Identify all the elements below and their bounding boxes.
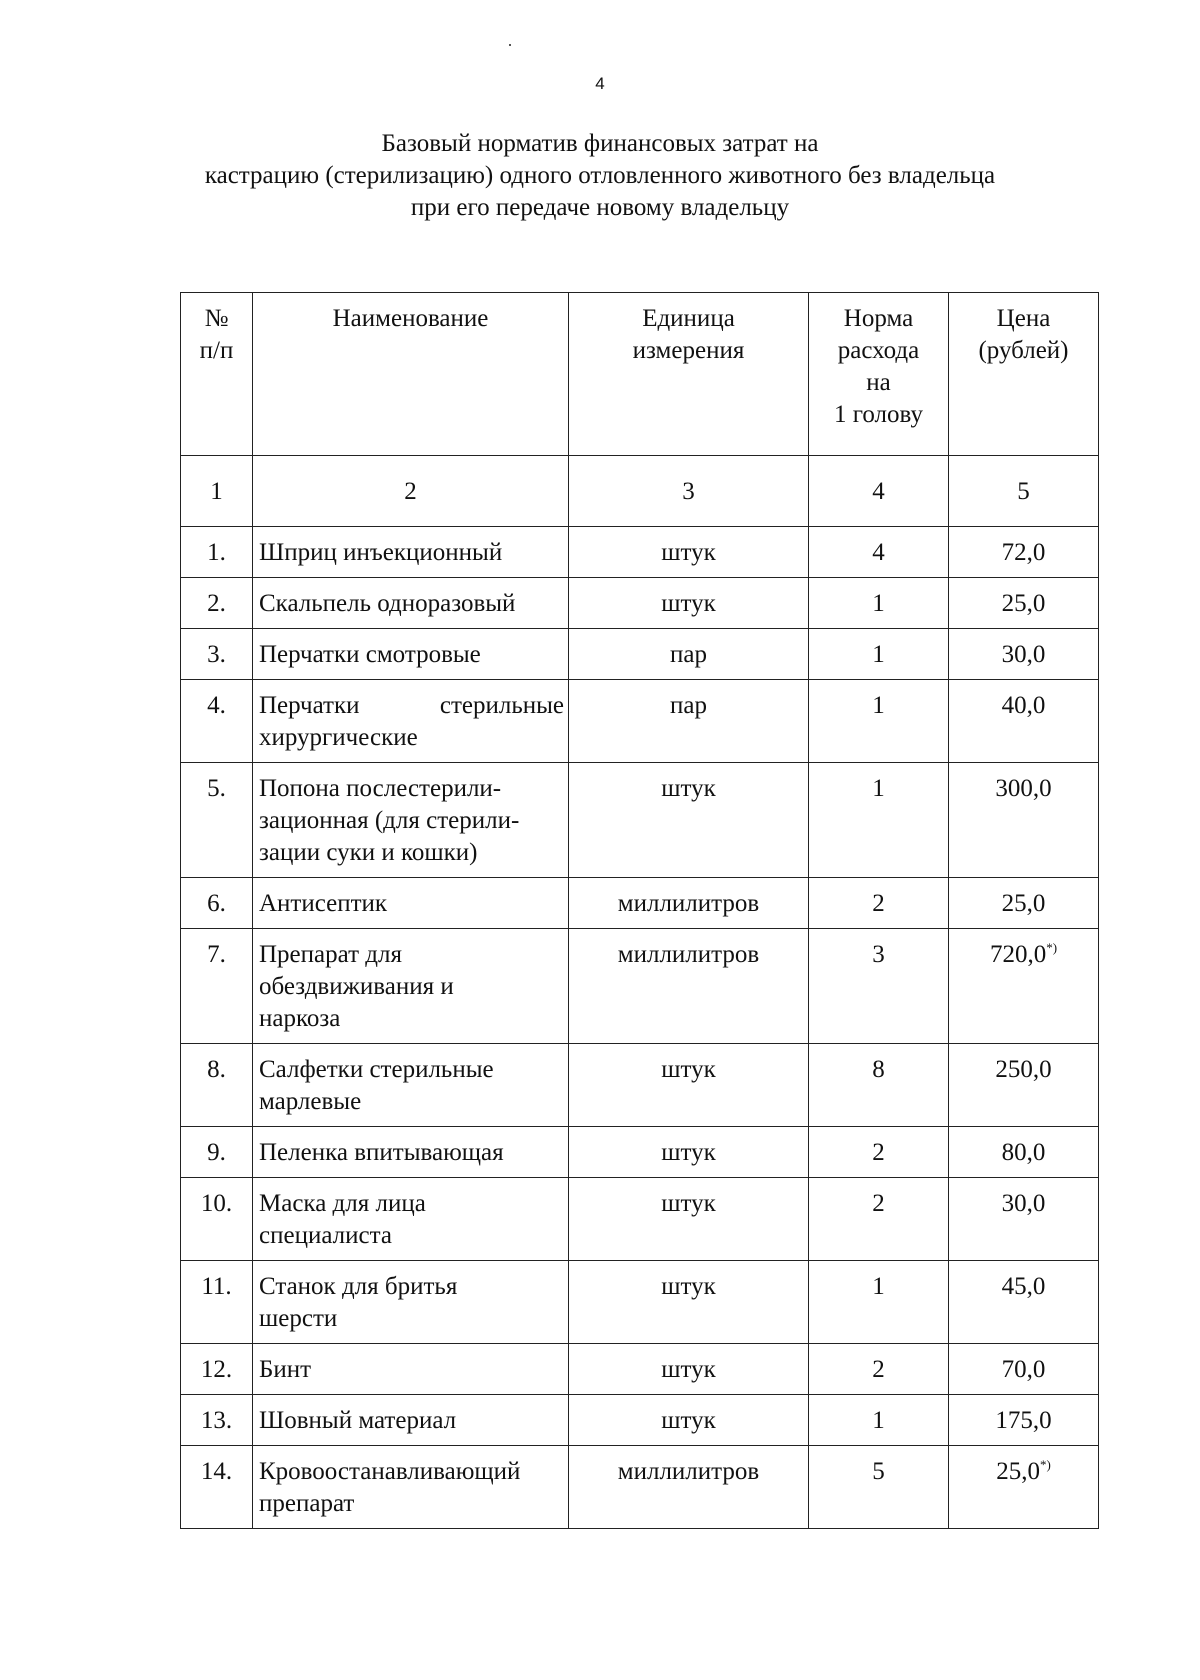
item-name-line: Скальпель одноразовый [259,590,516,617]
table-row [181,929,1099,1044]
item-name [253,1127,569,1178]
unit-of-measure: миллилитров [569,878,809,929]
unit-of-measure: пар [569,629,809,680]
table-row [181,1044,1099,1127]
item-name-line: препарат [259,1490,355,1517]
document-title [140,128,1060,224]
price-cell [949,629,1099,680]
header-norm-line: на [866,369,891,396]
price-cell [949,1127,1099,1178]
table-body [181,456,1099,1529]
price-value: 25,0 [1001,590,1046,617]
header-unit-line: Единица [642,305,735,332]
consumption-norm: 2 [809,1344,949,1395]
item-name [253,878,569,929]
item-name-line: Антисептик [259,890,388,917]
row-number: 14. [181,1446,253,1529]
row-number: 6. [181,878,253,929]
table-row [181,1178,1099,1261]
item-name [253,1261,569,1344]
footnote-mark: *) [1039,1457,1051,1472]
consumption-norm: 3 [809,929,949,1044]
item-name-line: Бинт [259,1356,312,1383]
header-num-line: № [204,305,229,332]
header-name [253,293,569,456]
price-value: 30,0 [1001,1190,1046,1217]
consumption-norm: 2 [809,1127,949,1178]
header-row [181,293,1099,456]
price-cell [949,929,1099,1044]
consumption-norm: 1 [809,680,949,763]
item-name-line: Кровоостанавливающий [259,1458,521,1485]
row-number: 11. [181,1261,253,1344]
column-index: 5 [949,456,1099,527]
price-cell [949,1261,1099,1344]
row-number: 5. [181,763,253,878]
table-row [181,1446,1099,1529]
unit-of-measure: штук [569,578,809,629]
item-name [253,763,569,878]
unit-of-measure: штук [569,527,809,578]
item-name [253,1344,569,1395]
column-index-row [181,456,1099,527]
unit-of-measure: миллилитров [569,1446,809,1529]
header-norm-line: расхода [837,337,920,364]
item-name [253,1395,569,1446]
unit-of-measure: штук [569,1261,809,1344]
unit-of-measure: штук [569,763,809,878]
header-unit [569,293,809,456]
row-number: 10. [181,1178,253,1261]
table-row [181,1395,1099,1446]
item-name [253,680,569,763]
unit-of-measure: штук [569,1178,809,1261]
item-name-line: Маска для лица [259,1190,426,1217]
price-cell [949,527,1099,578]
price-value: 70,0 [1001,1356,1046,1383]
row-number: 12. [181,1344,253,1395]
price-value: 720,0 [989,941,1047,968]
unit-of-measure: штук [569,1344,809,1395]
table-row [181,1344,1099,1395]
header-norm [809,293,949,456]
consumption-norm: 1 [809,629,949,680]
price-cell [949,763,1099,878]
unit-of-measure: штук [569,1127,809,1178]
item-name-word: стерильные [439,692,564,719]
item-name-line: хирургические [259,724,418,751]
price-cell [949,1395,1099,1446]
consumption-norm: 4 [809,527,949,578]
price-value: 30,0 [1001,641,1046,668]
item-name-line: Попона послестерили- [259,775,502,802]
column-index: 4 [809,456,949,527]
row-number: 1. [181,527,253,578]
consumption-norm: 5 [809,1446,949,1529]
item-name-line: марлевые [259,1088,362,1115]
consumption-norm: 2 [809,1178,949,1261]
table-row [181,578,1099,629]
item-name-line: Перчатки смотровые [259,641,481,668]
item-name-line: наркоза [259,1005,341,1032]
header-num-line: п/п [199,337,234,364]
table-row [181,878,1099,929]
item-name [253,578,569,629]
header-norm-line: Норма [843,305,914,332]
price-value: 25,0 [1001,890,1046,917]
row-number: 8. [181,1044,253,1127]
price-value: 175,0 [995,1407,1052,1434]
unit-of-measure: штук [569,1044,809,1127]
column-index: 2 [253,456,569,527]
page-number: 4 [595,74,605,93]
item-name [253,1178,569,1261]
table-row [181,763,1099,878]
price-value: 300,0 [995,775,1052,802]
table-row [181,1261,1099,1344]
item-name-line: зации суки и кошки) [259,839,478,866]
price-cell [949,878,1099,929]
title-line-2: кастрацию (стерилизацию) одного отловленного животного без владельца [204,162,996,189]
table-row [181,680,1099,763]
item-name-word: Перчатки [259,692,360,719]
item-name [253,629,569,680]
cost-table [180,292,1099,1529]
item-name [253,929,569,1044]
item-name-line: Пеленка впитывающая [259,1139,504,1166]
price-value: 72,0 [1001,539,1046,566]
price-cell [949,680,1099,763]
header-price-line: Цена [996,305,1051,332]
price-cell [949,1178,1099,1261]
item-name [253,1044,569,1127]
row-number: 7. [181,929,253,1044]
price-value: 45,0 [1001,1273,1046,1300]
consumption-norm: 2 [809,878,949,929]
row-number: 13. [181,1395,253,1446]
consumption-norm: 1 [809,763,949,878]
unit-of-measure: пар [569,680,809,763]
item-name [253,527,569,578]
header-num [181,293,253,456]
item-name-line: специалиста [259,1222,392,1249]
price-cell [949,1044,1099,1127]
header-norm-line: 1 голову [834,401,923,428]
scan-speck [509,44,511,46]
consumption-norm: 1 [809,1395,949,1446]
item-name-line: зационная (для стерили- [259,807,520,834]
price-value: 250,0 [995,1056,1052,1083]
title-line-3: при его передаче новому владельцу [410,194,790,221]
item-name-line: Салфетки стерильные [259,1056,494,1083]
consumption-norm: 8 [809,1044,949,1127]
table-row [181,1127,1099,1178]
table-row [181,629,1099,680]
unit-of-measure: миллилитров [569,929,809,1044]
header-price-line: (рублей) [978,337,1069,364]
column-index: 3 [569,456,809,527]
item-name-line: шерсти [259,1305,338,1332]
item-name-line: Шовный материал [259,1407,457,1434]
row-number: 3. [181,629,253,680]
table-row [181,527,1099,578]
item-name-line [259,690,564,722]
item-name-line: Станок для бритья [259,1273,458,1300]
header-price [949,293,1099,456]
item-name-line: Препарат для [259,941,402,968]
unit-of-measure: штук [569,1395,809,1446]
item-name [253,1446,569,1529]
consumption-norm: 1 [809,578,949,629]
price-cell [949,1446,1099,1529]
price-cell [949,578,1099,629]
price-cell [949,1344,1099,1395]
consumption-norm: 1 [809,1261,949,1344]
row-number: 9. [181,1127,253,1178]
row-number: 2. [181,578,253,629]
price-value: 40,0 [1001,692,1046,719]
item-name-line: Шприц инъекционный [259,539,503,566]
price-value: 80,0 [1001,1139,1046,1166]
price-value: 25,0 [996,1458,1040,1485]
header-unit-line: измерения [632,337,745,364]
item-name-line: обездвиживания и [259,973,454,1000]
row-number: 4. [181,680,253,763]
header-name-label: Наименование [332,305,489,332]
title-line-1: Базовый норматив финансовых затрат на [381,130,819,157]
column-index: 1 [181,456,253,527]
footnote-mark: *) [1046,940,1058,955]
